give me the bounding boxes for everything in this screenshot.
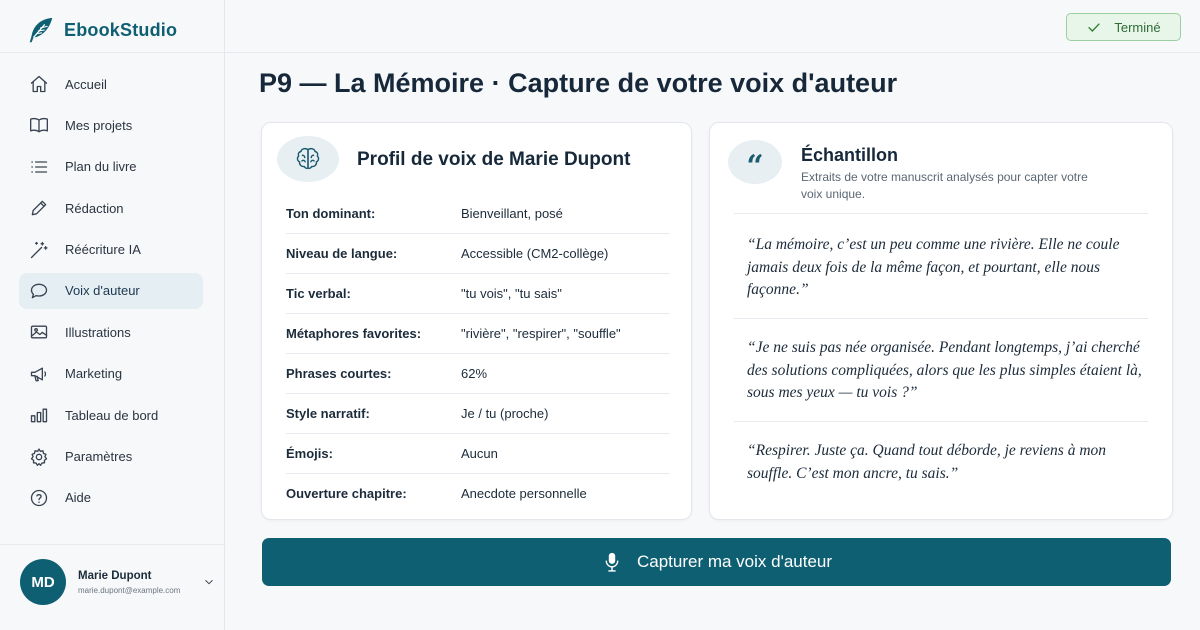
profile-value: Accessible (CM2-collège) xyxy=(461,246,609,261)
sidebar-item-accueil[interactable] xyxy=(19,66,203,102)
page-title: P9 — La Mémoire · Capture de votre voix d'auteur xyxy=(259,68,898,98)
help-icon xyxy=(29,488,49,508)
image-icon xyxy=(29,322,49,342)
magic-wand-icon xyxy=(29,240,49,260)
sample-divider xyxy=(734,421,1148,422)
profile-label: Émojis: xyxy=(286,446,333,461)
sidebar-item-label: Aide xyxy=(65,490,92,506)
status-badge[interactable] xyxy=(1066,13,1181,41)
sidebar-item-label: Rédaction xyxy=(65,200,124,216)
sidebar-item-redaction[interactable] xyxy=(19,190,203,226)
profile-label: Niveau de langue: xyxy=(286,246,398,261)
profile-row xyxy=(286,313,670,353)
sidebar-item-tableau-de-bord[interactable] xyxy=(19,397,203,433)
sidebar-item-label: Illustrations xyxy=(65,324,131,340)
profile-row xyxy=(286,433,670,473)
check-icon xyxy=(1086,19,1102,35)
pencil-icon xyxy=(29,198,49,218)
profile-value: Bienveillant, posé xyxy=(461,205,563,221)
brand-divider xyxy=(0,52,225,53)
sidebar-item-mes-projets[interactable] xyxy=(19,107,203,143)
sidebar-item-plan-du-livre[interactable] xyxy=(19,149,203,185)
user-info xyxy=(78,570,198,595)
voice-profile-card xyxy=(261,122,692,520)
brain-icon xyxy=(277,136,339,182)
avatar: MD xyxy=(20,559,66,605)
sample-divider xyxy=(734,318,1148,319)
sidebar-item-label: Mes projets xyxy=(65,117,133,133)
user-divider xyxy=(0,544,225,545)
chevron-down-icon[interactable] xyxy=(202,575,216,589)
sample-divider xyxy=(734,213,1148,214)
sample-subtitle: Extraits de votre manuscrit analysés pour capter votre voix unique. xyxy=(801,170,1088,201)
sidebar-item-reecriture-ia[interactable] xyxy=(19,232,203,268)
capture-voice-label: Capturer ma voix d'auteur xyxy=(636,552,833,571)
bar-chart-icon xyxy=(29,405,49,425)
profile-label: Tic verbal: xyxy=(286,286,351,301)
profile-row xyxy=(286,193,670,233)
microphone-icon xyxy=(601,551,623,573)
sample-quote: “Je ne suis pas née organisée. Pendant longtemps, j’ai cherché des solutions compliquées, alors que les plus simples étaient là, sous mes yeux — tu vois ?” xyxy=(747,339,1142,401)
profile-label: Style narratif: xyxy=(286,406,370,421)
profile-label: Ton dominant: xyxy=(286,205,376,221)
gear-icon xyxy=(29,447,49,467)
sidebar-item-label: Paramètres xyxy=(65,449,133,465)
profile-row xyxy=(286,233,670,273)
sidebar xyxy=(0,0,225,630)
profile-row xyxy=(286,273,670,313)
sidebar-item-illustrations[interactable] xyxy=(19,314,203,350)
status-label: Terminé xyxy=(1114,19,1161,35)
header-divider xyxy=(225,52,1200,53)
book-icon xyxy=(29,115,49,135)
list-icon xyxy=(29,157,49,177)
user-menu[interactable] xyxy=(20,560,216,604)
quote-icon: “ xyxy=(728,140,782,184)
sidebar-item-label: Tableau de bord xyxy=(65,407,159,423)
profile-value: "tu vois", "tu sais" xyxy=(461,286,562,301)
sidebar-item-parametres[interactable] xyxy=(19,439,203,475)
sidebar-item-marketing[interactable] xyxy=(19,356,203,392)
sample-card xyxy=(709,122,1173,520)
profile-title: Profil de voix de Marie Dupont xyxy=(357,149,631,170)
profile-value: Anecdote personnelle xyxy=(461,486,587,501)
profile-label: Phrases courtes: xyxy=(286,366,392,381)
sample-quote: “Respirer. Juste ça. Quand tout déborde, je reviens à mon souffle. C’est mon ancre, tu sais.” xyxy=(747,442,1107,482)
sidebar-item-voix-d-auteur[interactable] xyxy=(19,273,203,309)
sidebar-item-label: Marketing xyxy=(65,366,123,382)
user-email: marie.dupont@example.com xyxy=(78,585,181,595)
profile-value: "rivière", "respirer", "souffle" xyxy=(461,326,621,341)
sidebar-item-label: Réécriture IA xyxy=(65,242,141,258)
app-name: EbookStudio xyxy=(64,19,178,40)
profile-value: Je / tu (proche) xyxy=(461,406,549,421)
chat-bubble-icon xyxy=(29,281,49,301)
sidebar-item-aide[interactable] xyxy=(19,480,203,516)
sample-title: Échantillon xyxy=(801,145,899,165)
sidebar-item-label: Plan du livre xyxy=(65,159,137,175)
home-icon xyxy=(29,74,49,94)
sample-quote: “La mémoire, c’est un peu comme une rivière. Elle ne coule jamais deux fois de la même façon, et pourtant, elle nous façonne.” xyxy=(747,236,1120,298)
profile-label: Ouverture chapitre: xyxy=(286,486,407,501)
sidebar-item-label: Accueil xyxy=(65,76,107,92)
megaphone-icon xyxy=(29,364,49,384)
profile-table xyxy=(286,193,670,513)
sidebar-nav xyxy=(19,66,203,521)
profile-row xyxy=(286,393,670,433)
profile-value: 62% xyxy=(461,366,488,381)
profile-row xyxy=(286,473,670,513)
profile-label: Métaphores favorites: xyxy=(286,326,422,341)
profile-value: Aucun xyxy=(461,446,498,461)
feather-logo-icon xyxy=(26,15,56,45)
sidebar-item-label: Voix d'auteur xyxy=(65,283,140,299)
capture-voice-button[interactable] xyxy=(262,538,1171,586)
profile-row xyxy=(286,353,670,393)
brand[interactable] xyxy=(26,14,177,46)
user-name: Marie Dupont xyxy=(78,569,152,582)
